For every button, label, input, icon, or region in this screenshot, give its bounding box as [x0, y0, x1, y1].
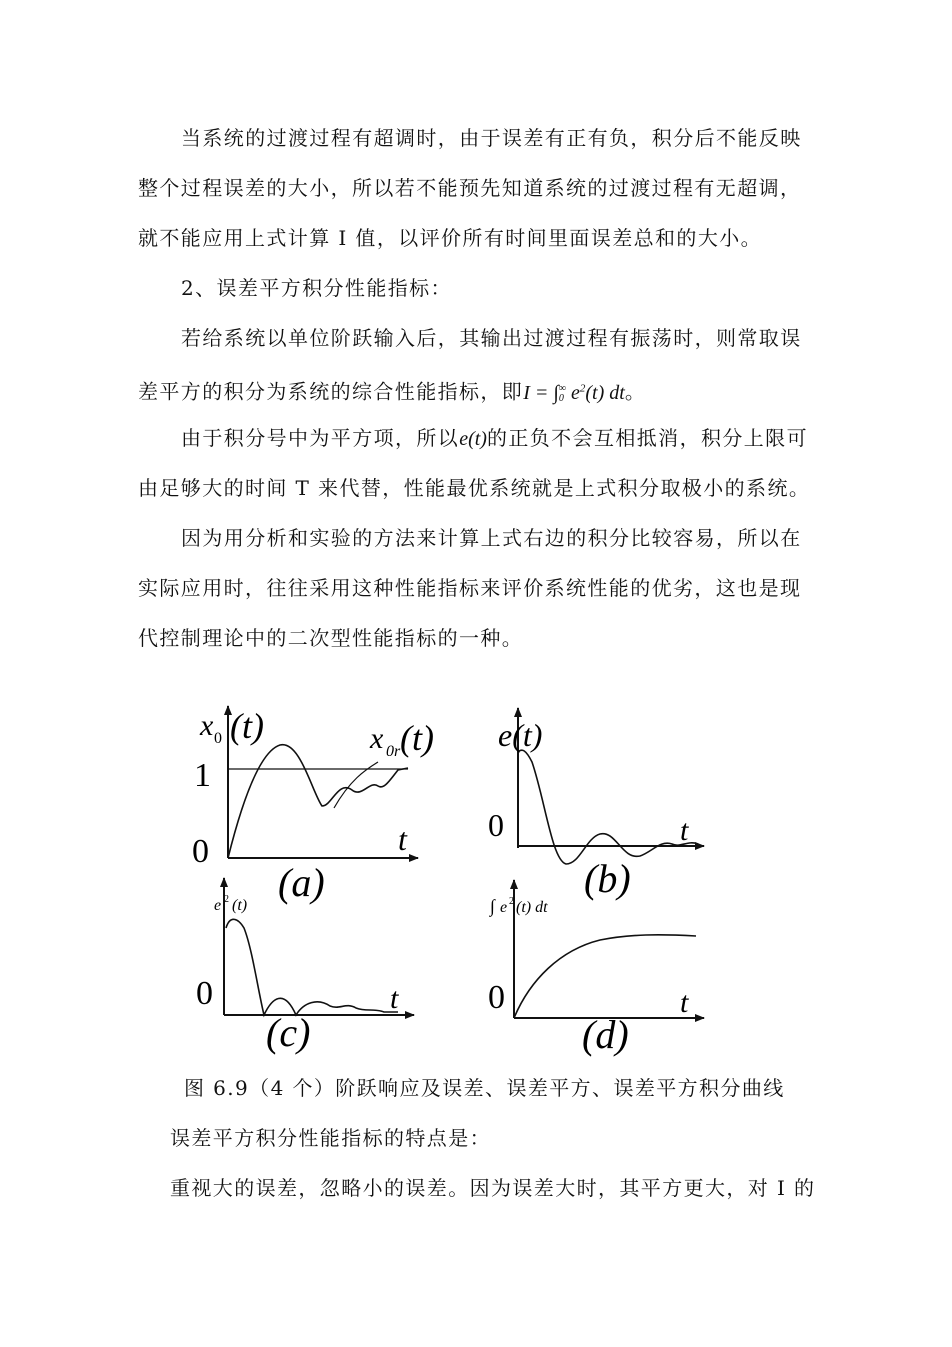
svg-text:e	[214, 897, 221, 914]
svg-text:(t)	[230, 706, 264, 746]
paragraph-5-line-1: 因为用分析和实验的方法来计算上式右边的积分比较容易，所以在	[181, 526, 802, 550]
plot-b-t-label: t	[680, 814, 689, 847]
plot-a-curve-label-x: x	[370, 722, 384, 755]
svg-text:(c)	[266, 1010, 310, 1055]
svg-text:0r	[386, 743, 401, 760]
plot-a-ylabel-x: x	[200, 709, 214, 742]
paragraph-4-line-2: 由足够大的时间 T 来代替，性能最优系统就是上式积分取极小的系统。	[138, 476, 811, 500]
ise-formula	[523, 382, 625, 404]
plot-d-ylabel-int: ∫	[490, 896, 495, 916]
plot-a-curve-label-sub: 0r	[386, 743, 401, 760]
svg-text:0	[488, 979, 505, 1016]
plot-d-ylabel-sq: 2	[509, 896, 514, 907]
plot-a-ylabel-sub: 0	[214, 730, 222, 747]
plot-c-t-label: t	[390, 982, 399, 1015]
svg-text:0	[214, 730, 222, 747]
plot-b-tick-0: 0	[488, 807, 504, 843]
figure-caption: 图 6.9（4 个）阶跃响应及误差、误差平方、误差平方积分曲线	[184, 1076, 785, 1100]
formula-t: (t)	[585, 381, 605, 404]
integral-sign: ∫	[553, 381, 559, 404]
svg-text:e	[500, 899, 507, 916]
svg-text:0	[488, 807, 504, 843]
plot-c-tick-0: 0	[196, 975, 213, 1012]
svg-text:e(t)	[498, 717, 542, 753]
paragraph-1-line-3: 就不能应用上式计算 I 值，以评价所有时间里面误差总和的大小。	[138, 226, 763, 250]
svg-text:t	[398, 821, 408, 857]
plot-d-ylabel-e: e	[500, 899, 508, 916]
plot-c-ylabel-arg: (t)	[232, 897, 248, 914]
svg-text:2	[224, 894, 229, 905]
paragraph-5-line-3: 代控制理论中的二次型性能指标的一种。	[138, 626, 524, 650]
plot-d-integral-error-squared	[488, 880, 704, 1057]
paragraph-3-line-2-text: 差平方的积分为系统的综合性能指标，即	[138, 379, 524, 404]
plot-a-step-response	[192, 706, 434, 905]
plot-d-tag: (d)	[582, 1012, 629, 1057]
integral-lower: 0	[558, 393, 564, 405]
plot-a-response-curve	[228, 745, 408, 858]
svg-text:(t) dt	[516, 899, 548, 916]
svg-text:x	[199, 709, 214, 742]
svg-text:(t)	[400, 718, 434, 758]
svg-text:2	[509, 896, 514, 907]
svg-text:(b)	[584, 856, 631, 901]
integral-upper: ∞	[558, 383, 566, 395]
plot-c-tag: (c)	[266, 1010, 311, 1055]
paragraph-7: 重视大的误差，忽略小的误差。因为误差大时，其平方更大，对 I 的	[170, 1176, 816, 1200]
plot-d-curve	[514, 935, 696, 1018]
figure-6-9	[0, 690, 952, 1070]
plot-a-t-label: t	[398, 821, 407, 857]
svg-text:t	[390, 982, 399, 1015]
paragraph-4-text-b: 的正负不会互相抵消，积分上限可	[486, 426, 808, 450]
svg-text:t	[680, 986, 689, 1019]
paragraph-4-text-a: 由于积分号中为平方项，所以	[181, 426, 460, 450]
svg-text:(d)	[582, 1012, 629, 1057]
paragraph-4-line-1	[181, 424, 808, 453]
plot-d-ylabel-arg: (t) dt	[516, 899, 548, 916]
plot-a-ylabel-arg: (t)	[230, 706, 264, 746]
plot-b-ylabel: e(t)	[498, 717, 543, 753]
plot-a-curve-label-arg: (t)	[400, 718, 434, 758]
svg-text:0	[196, 975, 213, 1012]
svg-text:t	[680, 814, 689, 847]
paragraph-6: 误差平方积分性能指标的特点是：	[170, 1126, 491, 1150]
plot-c-curve	[226, 919, 398, 1015]
formula-square: 2	[579, 382, 586, 394]
paragraph-3-line-1: 若给系统以单位阶跃输入后，其输出过渡过程有振荡时，则常取误	[181, 326, 802, 350]
plot-a-tick-1: 1	[194, 757, 211, 794]
plot-d-tick-0: 0	[488, 979, 505, 1016]
svg-text:∫	[489, 896, 496, 917]
formula-eq: =	[534, 381, 549, 404]
formula-e: e	[571, 381, 580, 404]
paragraph-5-line-2: 实际应用时，往往采用这种性能指标来评价系统性能的优劣，这也是现	[138, 576, 802, 600]
paragraph-1-line-2: 整个过程误差的大小，所以若不能预先知道系统的过渡过程有无超调，	[138, 176, 802, 200]
svg-text:x	[369, 722, 384, 755]
formula-dt: dt	[609, 381, 625, 404]
paragraph-3-line-2	[138, 374, 646, 407]
svg-text:(t)	[232, 897, 247, 914]
paragraph-1-line-1: 当系统的过渡过程有超调时，由于误差有正有负，积分后不能反映	[181, 126, 802, 150]
formula-e-of-t: e(t)	[459, 428, 487, 450]
plot-a-tick-0: 0	[192, 833, 209, 870]
svg-text:0	[192, 833, 209, 870]
formula-I: I	[523, 381, 530, 404]
period: 。	[624, 379, 647, 404]
section-heading: 2、误差平方积分性能指标：	[181, 276, 452, 300]
svg-text:(a)	[278, 860, 325, 905]
svg-text:1	[194, 757, 211, 794]
plot-c-ylabel-e: e	[214, 897, 222, 914]
plot-d-t-label: t	[680, 986, 689, 1019]
plot-b-error	[488, 708, 704, 901]
plot-a-tag: (a)	[278, 860, 325, 905]
plot-c-ylabel-sq: 2	[224, 894, 229, 905]
plot-b-tag: (b)	[584, 856, 631, 901]
